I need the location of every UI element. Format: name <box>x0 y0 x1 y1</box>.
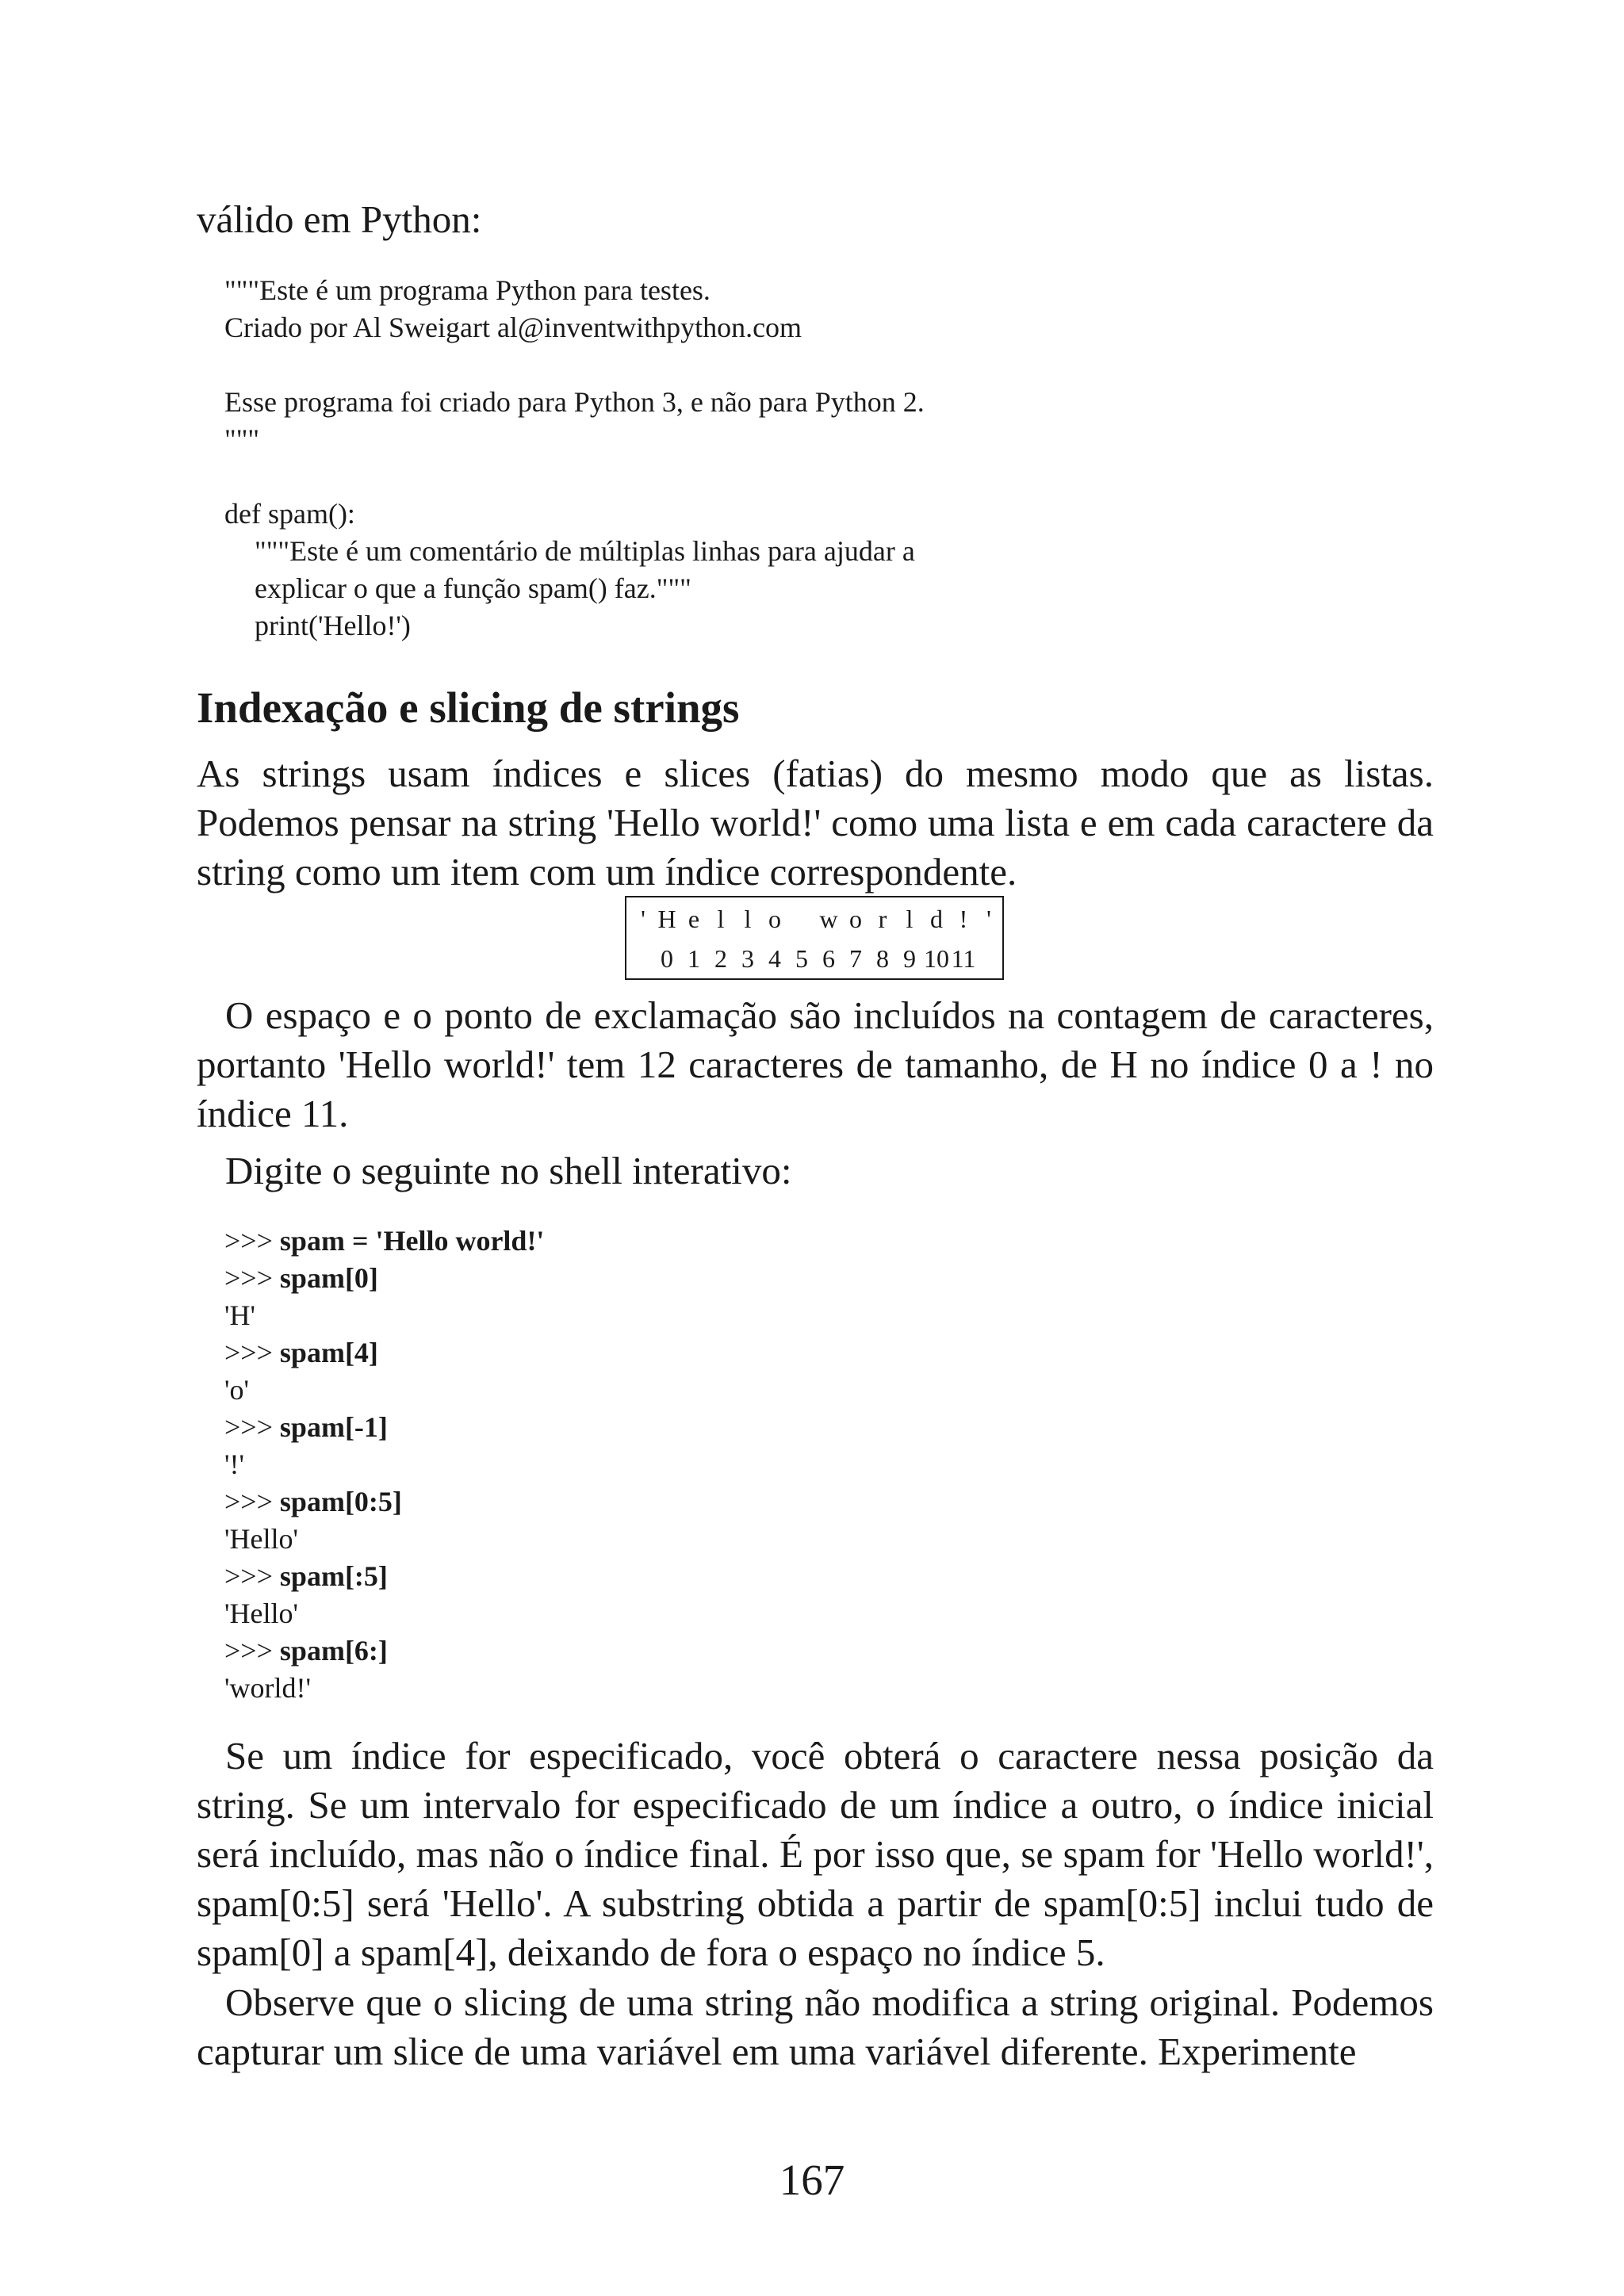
code-line: """Este é um comentário de múltiplas linhas para ajudar a <box>255 535 915 567</box>
shell-command: spam[0:5] <box>279 1486 402 1517</box>
shell-line <box>224 1223 544 1260</box>
shell-command: spam = 'Hello world!' <box>279 1225 545 1257</box>
intro-line: válido em Python: <box>197 197 482 241</box>
shell-line <box>224 1521 544 1558</box>
shell-prompt: 'world!' <box>224 1672 311 1704</box>
index-diagram-char: l <box>744 905 752 933</box>
index-diagram-chars-row <box>626 901 1005 937</box>
index-diagram-char: o <box>768 905 781 933</box>
shell-line <box>224 1334 544 1372</box>
index-diagram-number: 2 <box>714 944 727 973</box>
section-heading: Indexação e slicing de strings <box>197 683 740 732</box>
shell-command: spam[0] <box>279 1262 378 1294</box>
shell-line <box>224 1297 544 1334</box>
page-number: 167 <box>779 2156 845 2204</box>
index-diagram-number: 0 <box>661 944 673 973</box>
code-line: Esse programa foi criado para Python 3, e não para Python 2. <box>224 386 925 418</box>
shell-prompt: '!' <box>224 1448 244 1480</box>
shell-prompt: >>> <box>224 1225 280 1257</box>
index-diagram-char: l <box>906 905 914 933</box>
shell-line <box>224 1446 544 1483</box>
code-line: explicar o que a função spam() faz.""" <box>255 572 691 604</box>
code-line: """Este é um programa Python para testes. <box>224 274 710 306</box>
string-index-diagram <box>625 896 1004 980</box>
shell-line <box>224 1483 544 1521</box>
paragraph-slicing-immutability: Observe que o slicing de uma string não modifica a string original. Podemos capturar um slice de uma variável em uma variável diferente. Experimente <box>197 1980 1434 2073</box>
index-diagram-number: 5 <box>795 944 808 973</box>
paragraph-slicing-explanation: Se um índice for especificado, você obterá o caractere nessa posição da string. Se um intervalo for especificado de um índice a outro, o índice inicial será incluído, mas não o índice final. É por isso que, se spam for 'Hello world!', spam[0:5] será 'Hello'. A substring obtida a partir de spam[0:5] inclui tudo de spam[0] a spam[4], deixando de fora o espaço no índice 5. <box>197 1734 1434 1974</box>
index-diagram-number: 7 <box>849 944 862 973</box>
index-diagram-number: 11 <box>951 944 976 973</box>
index-diagram-char: l <box>717 905 725 933</box>
code-line <box>224 458 925 496</box>
index-diagram-number: 6 <box>822 944 835 973</box>
code-line <box>224 346 925 384</box>
index-diagram-char: ' <box>641 905 645 933</box>
shell-line <box>224 1632 544 1670</box>
shell-line <box>224 1372 544 1409</box>
code-line: def spam(): <box>224 498 355 530</box>
shell-prompt: >>> <box>224 1486 280 1517</box>
index-diagram-number: 1 <box>688 944 700 973</box>
index-diagram-number: 10 <box>924 944 949 973</box>
shell-line <box>224 1670 544 1707</box>
shell-command: spam[:5] <box>279 1560 388 1592</box>
paragraph-shell-instruction: Digite o seguinte no shell interativo: <box>225 1149 792 1192</box>
shell-line <box>224 1409 544 1446</box>
shell-session-code-block <box>224 1223 544 1707</box>
shell-command: spam[4] <box>279 1337 378 1368</box>
code-line: print('Hello!') <box>255 610 411 641</box>
shell-line <box>224 1595 544 1632</box>
index-diagram-char: o <box>849 905 862 933</box>
index-diagram-number: 9 <box>903 944 916 973</box>
shell-prompt: >>> <box>224 1337 280 1368</box>
index-diagram-char: ' <box>986 905 991 933</box>
index-diagram-char: w <box>819 905 838 933</box>
shell-line <box>224 1260 544 1297</box>
code-line: """ <box>224 423 260 455</box>
shell-prompt: >>> <box>224 1560 280 1592</box>
shell-prompt: 'H' <box>224 1299 255 1331</box>
shell-command: spam[-1] <box>279 1411 388 1443</box>
code-line: Criado por Al Sweigart al@inventwithpython.com <box>224 312 802 343</box>
shell-prompt: >>> <box>224 1635 280 1667</box>
index-diagram-char: e <box>688 905 700 933</box>
index-diagram-number: 4 <box>768 944 781 973</box>
index-diagram-char: r <box>878 905 887 933</box>
shell-prompt: >>> <box>224 1262 280 1294</box>
shell-prompt: 'Hello' <box>224 1598 298 1629</box>
index-diagram-char: ! <box>959 905 968 933</box>
shell-prompt: 'o' <box>224 1374 249 1406</box>
paragraph-strings-intro: As strings usam índices e slices (fatias) do mesmo modo que as listas. Podemos pensar na string 'Hello world!' como uma lista e em cada caractere da string como um item com um índice correspondente. <box>197 752 1434 894</box>
index-diagram-char <box>788 901 815 937</box>
index-diagram-char: d <box>930 905 943 933</box>
shell-command: spam[6:] <box>279 1635 388 1667</box>
index-diagram-char: H <box>657 905 676 933</box>
docstring-code-block <box>224 272 925 645</box>
shell-prompt: 'Hello' <box>224 1523 298 1555</box>
shell-line <box>224 1558 544 1595</box>
paragraph-length-explanation: O espaço e o ponto de exclamação são incluídos na contagem de caracteres, portanto 'Hello world!' tem 12 caracteres de tamanho, de H no índice 0 a ! no índice 11. <box>197 993 1434 1135</box>
shell-prompt: >>> <box>224 1411 280 1443</box>
index-diagram-numbers-row <box>626 940 1005 977</box>
index-diagram-number: 8 <box>876 944 889 973</box>
index-diagram-number: 3 <box>741 944 754 973</box>
